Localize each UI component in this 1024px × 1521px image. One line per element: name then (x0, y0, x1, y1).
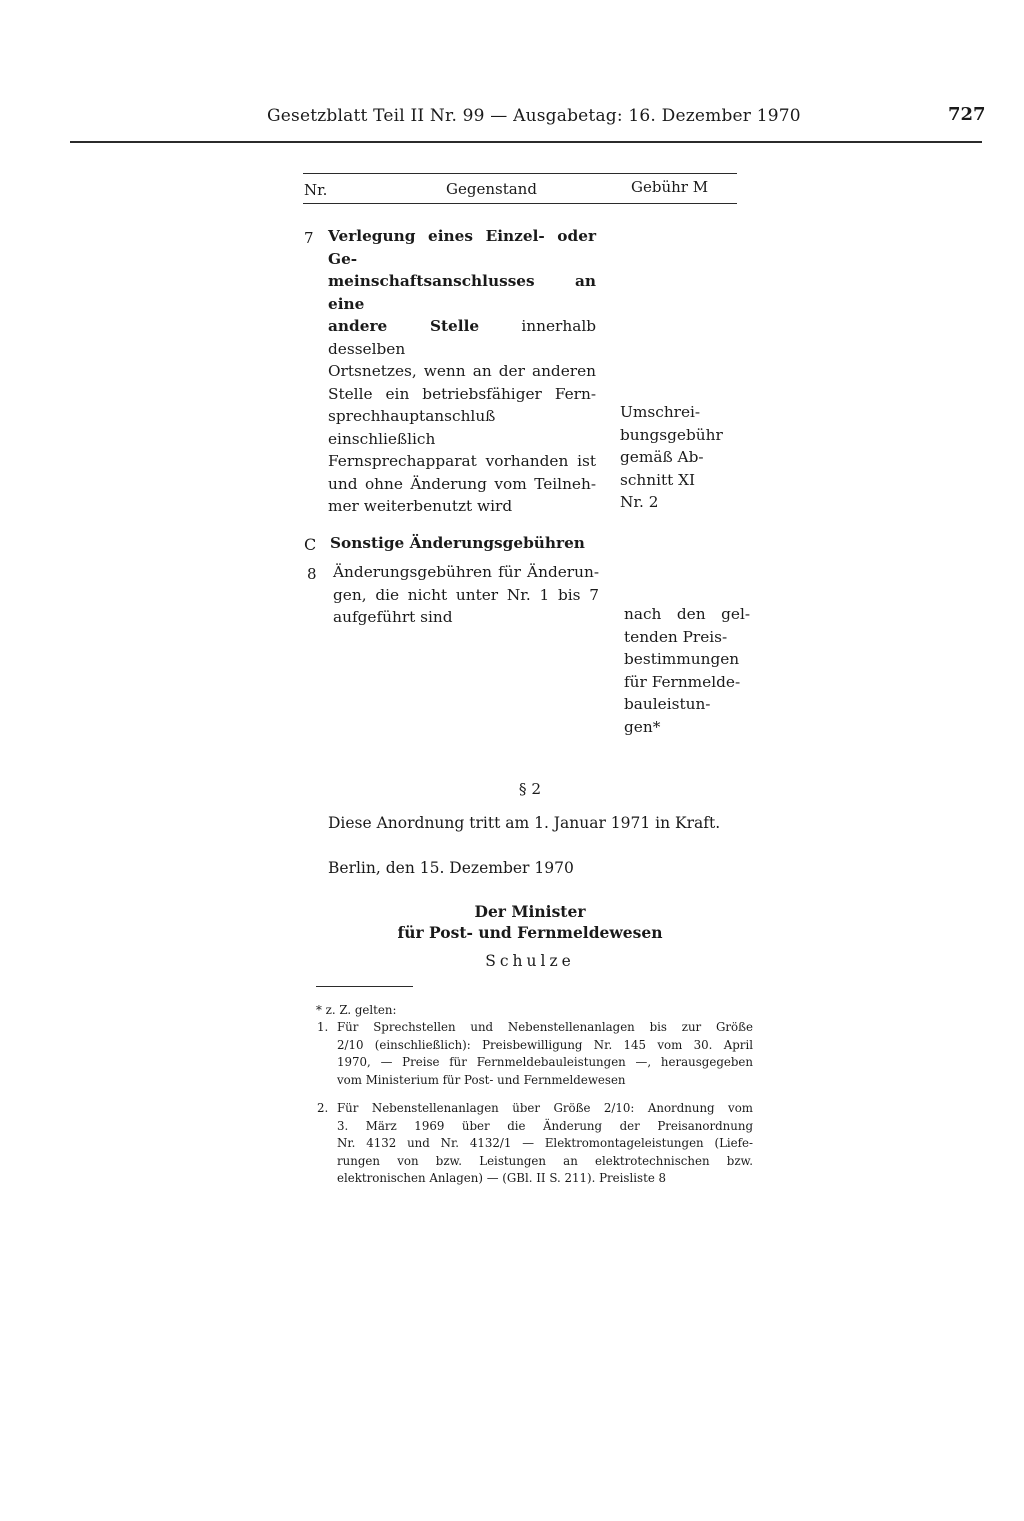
footnote-line: elektronischen Anlagen) — (GBl. II S. 211). Preisliste 8 (337, 1171, 667, 1185)
footnote-item-1 (337, 1019, 753, 1089)
row-8-description (333, 561, 599, 629)
footnote-line: vom Ministerium für Post- und Fernmeldewesen (337, 1072, 626, 1087)
page-number: 727 (948, 104, 986, 125)
row-7-description (328, 225, 596, 518)
table-top-rule (303, 173, 737, 174)
row-8-fee (624, 603, 750, 738)
place-date: Berlin, den 15. Dezember 1970 (328, 859, 574, 877)
column-header-gegenstand: Gegenstand (446, 180, 537, 198)
footnote-line: Für Nebenstellenanlagen über Größe 2/10: Anordnung vom (337, 1101, 753, 1115)
row-7-fee-line: Umschrei- (620, 403, 701, 421)
row-7-desc-line: Stelle ein betriebsfähiger Fern- (328, 384, 596, 403)
section-c-title: Sonstige Änderungsgebühren (330, 534, 585, 552)
row-7-fee (620, 401, 723, 514)
table-header-rule (303, 203, 737, 204)
section-c-label: C (304, 535, 317, 554)
footnote-line: 2/10 (einschließlich): Preisbewilligung Nr. 145 vom 30. April (337, 1037, 753, 1052)
row-8-fee-line: tenden Preis- (624, 627, 728, 646)
row-7-fee-line: schnitt XI (620, 470, 696, 489)
row-8-fee-line: gen* (624, 717, 661, 736)
row-number-8: 8 (307, 565, 317, 583)
column-header-nr: Nr. (304, 181, 328, 199)
row-8-desc-line: gen, die nicht unter Nr. 1 bis 7 (333, 585, 599, 604)
footnote-line: 1970, — Preise für Fernmeldebauleistungen —, herausgegeben (337, 1055, 753, 1069)
row-number-7: 7 (304, 229, 314, 247)
footnote-rule (316, 986, 413, 987)
row-7-desc-line: und ohne Änderung vom Teilneh- (328, 474, 596, 493)
row-7-desc-bold-span: andere Stelle (328, 317, 480, 335)
footnote-line: Nr. 4132 und Nr. 4132/1 — Elektromontageleistungen (Liefe- (337, 1136, 753, 1150)
signature-title-2: für Post- und Fernmeldewesen (397, 923, 663, 942)
row-7-desc-line: Fernsprechapparat vorhanden ist (328, 452, 596, 470)
paragraph-text: Diese Anordnung tritt am 1. Januar 1971 in Kraft. (328, 814, 721, 832)
row-7-desc-line: Ortsnetzes, wenn an der anderen (328, 362, 596, 380)
row-7-fee-line: Nr. 2 (620, 493, 659, 511)
signature-name: Schulze (485, 952, 575, 970)
header-rule (70, 141, 982, 143)
footnote-item-2 (337, 1100, 753, 1188)
row-8-desc-line: aufgeführt sind (333, 608, 453, 626)
row-7-desc-line: meinschaftsanschlusses an eine (328, 272, 596, 313)
row-7-desc-span: innerhalb desselben (328, 317, 597, 358)
paragraph-heading: § 2 (518, 780, 542, 798)
row-8-fee-line: bauleistun- (624, 695, 711, 713)
footnote-line: 3. März 1969 über die Änderung der Preisanordnung (337, 1118, 753, 1133)
row-8-fee-line: nach den gel- (624, 605, 750, 623)
row-8-desc-line: Änderungsgebühren für Änderun- (333, 563, 599, 581)
column-header-gebuehr: Gebühr M (631, 178, 709, 196)
footnote-line: rungen von bzw. Leistungen an elektrotechnischen bzw. (337, 1153, 753, 1168)
running-header: Gesetzblatt Teil II Nr. 99 — Ausgabetag: 16. Dezember 1970 (267, 106, 801, 126)
row-8-fee-line: für Fernmelde- (624, 672, 741, 691)
row-7-fee-line: bungsgebühr (620, 425, 723, 444)
row-8-fee-line: bestimmungen (624, 650, 740, 668)
footnote-item-2-number: 2. (317, 1101, 329, 1115)
footnote-item-1-number: 1. (317, 1020, 329, 1034)
row-7-fee-line: gemäß Ab- (620, 448, 704, 466)
row-7-desc-line: mer weiterbenutzt wird (328, 497, 513, 515)
footnote-intro: * z. Z. gelten: (316, 1003, 397, 1017)
row-7-desc-line: sprechhauptanschluß einschließlich (328, 407, 496, 448)
footnote-line: Für Sprechstellen und Nebenstellenanlagen bis zur Größe (337, 1020, 753, 1034)
signature-title-1: Der Minister (474, 902, 586, 921)
row-7-desc-line: Verlegung eines Einzel- oder Ge- (328, 227, 596, 268)
